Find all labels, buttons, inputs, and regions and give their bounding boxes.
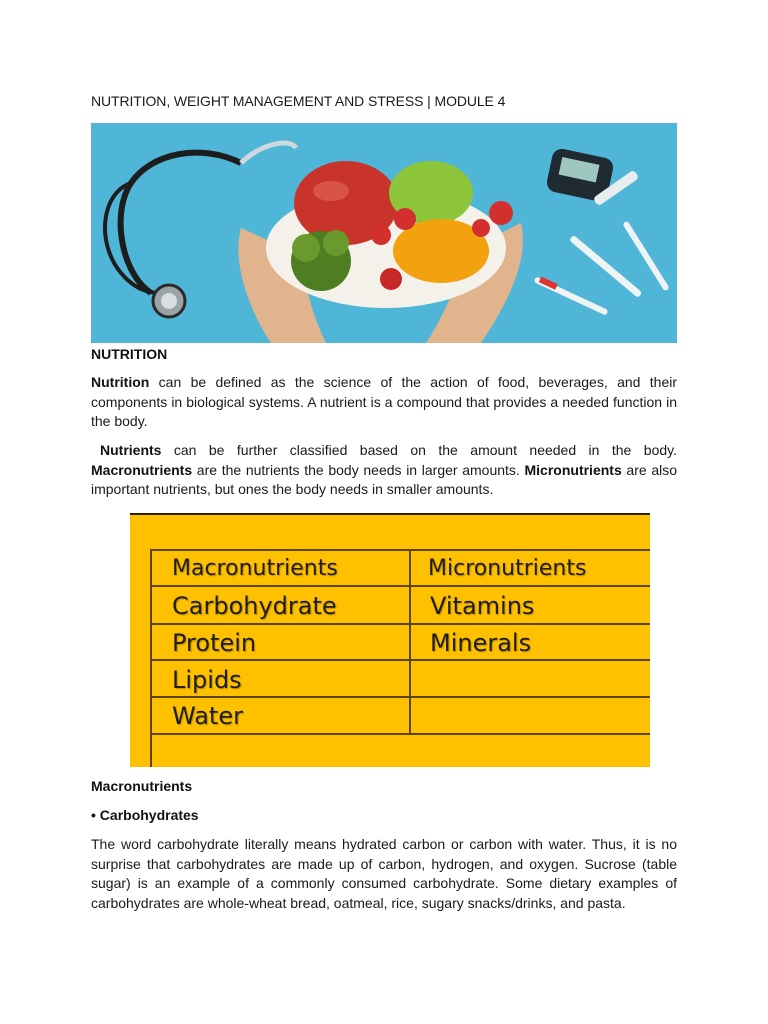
cherry-tomato — [394, 208, 416, 230]
paragraph-nutrition-definition — [91, 373, 677, 432]
page-header: NUTRITION, WEIGHT MANAGEMENT AND STRESS | MODULE 4 — [91, 93, 506, 109]
table-cell-micro: Minerals — [430, 629, 532, 657]
table-cell-macro: Lipids — [172, 666, 242, 694]
text-macronutrients: are the nutrients the body needs in larger amounts. — [192, 461, 525, 478]
term-nutrition: Nutrition — [91, 374, 150, 390]
text-nutrients: can be further classified based on the amount needed in the body. — [161, 442, 677, 458]
term-micronutrients: Micronutrients — [524, 461, 622, 478]
table-header-micronutrients: Micronutrients — [428, 556, 587, 581]
nutrient-table — [130, 513, 650, 767]
paragraph-carbohydrates: The word carbohydrate literally means hydrated carbon or carbon with water. Thus, it is no surprise that carbohydrates are made up of carbon, hydrogen, and oxygen. Sucrose (table sugar) is an example of a commonly consumed carbohydrate. Some dietary examples of carbohydrates are whole-wheat bread, oatmeal, rice, sugary snacks/drinks, and pasta. — [91, 836, 677, 911]
section-heading-macronutrients: Macronutrients — [91, 778, 193, 794]
table-cell-macro: Water — [172, 702, 243, 730]
hero-image — [91, 123, 677, 343]
text-nutrition-definition: can be defined as the science of the action of food, beverages, and their components in biological systems. A nutrient is a compound that provides a needed function in the body. — [91, 374, 677, 429]
table-cell-macro: Protein — [172, 629, 257, 657]
term-macronutrients: Macronutrients — [91, 461, 193, 478]
table-column-divider — [409, 549, 411, 735]
table-cell-micro: Vitamins — [430, 592, 535, 620]
table-header-macronutrients: Macronutrients — [172, 556, 338, 581]
section-heading-nutrition: NUTRITION — [91, 346, 168, 362]
paragraph-nutrient-classes — [91, 441, 677, 500]
table-top-rule — [130, 513, 650, 515]
hero-illustration — [91, 123, 677, 343]
term-nutrients: Nutrients — [100, 442, 162, 458]
subheading-carbohydrates: • Carbohydrates — [91, 807, 199, 823]
table-cell-macro: Carbohydrate — [172, 592, 337, 620]
text-micronutrients: are also important nutrients, but ones the body needs in smaller amounts. — [91, 461, 677, 497]
